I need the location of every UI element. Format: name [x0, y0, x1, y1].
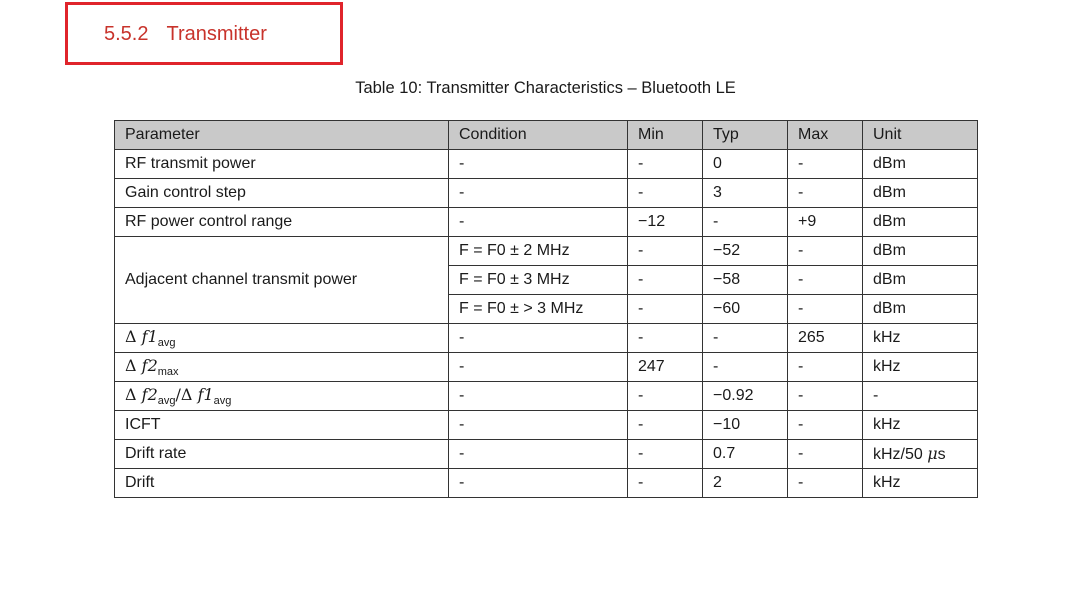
cell-condition: F = F0 ± 3 MHz — [449, 266, 628, 295]
cell-max: - — [788, 440, 863, 469]
table-row — [115, 324, 978, 353]
cell-parameter-delta-f1avg — [115, 324, 449, 353]
cell-condition: - — [449, 208, 628, 237]
cell-min: - — [628, 411, 703, 440]
cell-parameter-delta-f2max — [115, 353, 449, 382]
cell-max: - — [788, 382, 863, 411]
cell-parameter: RF transmit power — [115, 150, 449, 179]
cell-typ: - — [703, 208, 788, 237]
cell-typ: 3 — [703, 179, 788, 208]
section-heading — [104, 23, 267, 46]
cell-unit: kHz — [863, 411, 978, 440]
cell-typ: 2 — [703, 469, 788, 498]
cell-min: - — [628, 150, 703, 179]
cell-typ: - — [703, 353, 788, 382]
math-expression: Δ $f1_{avg}$ — [125, 326, 176, 350]
cell-typ: −58 — [703, 266, 788, 295]
section-number: 5.5.2 — [104, 23, 149, 45]
cell-min: - — [628, 382, 703, 411]
cell-max: 265 — [788, 324, 863, 353]
cell-parameter: Adjacent channel transmit power — [115, 237, 449, 324]
cell-parameter: ICFT — [115, 411, 449, 440]
table-row — [115, 179, 978, 208]
cell-max: +9 — [788, 208, 863, 237]
cell-parameter-delta-ratio — [115, 382, 449, 411]
table-row — [115, 150, 978, 179]
cell-min: - — [628, 266, 703, 295]
header-unit: Unit — [863, 121, 978, 150]
cell-max: - — [788, 469, 863, 498]
cell-condition: - — [449, 411, 628, 440]
cell-condition: - — [449, 440, 628, 469]
cell-typ: −10 — [703, 411, 788, 440]
cell-unit: - — [863, 382, 978, 411]
cell-condition: - — [449, 150, 628, 179]
math-expression: Δ $f2_{avg}/\Delta$ $f1_{avg}$ — [125, 384, 232, 408]
cell-typ: −52 — [703, 237, 788, 266]
cell-min: - — [628, 324, 703, 353]
cell-min: 247 — [628, 353, 703, 382]
cell-max: - — [788, 266, 863, 295]
cell-unit: kHz — [863, 469, 978, 498]
cell-unit: kHz — [863, 324, 978, 353]
table-caption: Table 10: Transmitter Characteristics – Bluetooth LE — [355, 79, 736, 97]
section-title: Transmitter — [166, 23, 267, 45]
cell-unit: dBm — [863, 266, 978, 295]
table-header-row — [115, 121, 978, 150]
cell-condition: - — [449, 324, 628, 353]
table-row — [115, 208, 978, 237]
cell-unit-drift-rate: kHz/50 μs — [863, 440, 978, 469]
cell-max: - — [788, 295, 863, 324]
cell-unit: kHz — [863, 353, 978, 382]
cell-max: - — [788, 237, 863, 266]
cell-typ: 0 — [703, 150, 788, 179]
cell-typ: - — [703, 324, 788, 353]
header-min: Min — [628, 121, 703, 150]
table-row — [115, 411, 978, 440]
cell-typ: −60 — [703, 295, 788, 324]
cell-min: - — [628, 440, 703, 469]
cell-min: - — [628, 179, 703, 208]
cell-unit: dBm — [863, 295, 978, 324]
cell-unit: dBm — [863, 237, 978, 266]
cell-max: - — [788, 179, 863, 208]
math-expression: Δ $f2_{max}$ — [125, 355, 179, 379]
cell-typ: 0.7 — [703, 440, 788, 469]
transmitter-characteristics-table — [114, 120, 978, 498]
cell-condition: F = F0 ± > 3 MHz — [449, 295, 628, 324]
cell-parameter: Drift rate — [115, 440, 449, 469]
cell-max: - — [788, 411, 863, 440]
cell-min: −12 — [628, 208, 703, 237]
cell-condition: - — [449, 382, 628, 411]
table-row — [115, 382, 978, 411]
cell-condition: - — [449, 179, 628, 208]
header-max: Max — [788, 121, 863, 150]
header-parameter: Parameter — [115, 121, 449, 150]
header-typ: Typ — [703, 121, 788, 150]
header-condition: Condition — [449, 121, 628, 150]
cell-min: - — [628, 469, 703, 498]
cell-condition: - — [449, 469, 628, 498]
table-row — [115, 469, 978, 498]
cell-max: - — [788, 150, 863, 179]
cell-parameter: Gain control step — [115, 179, 449, 208]
cell-parameter: Drift — [115, 469, 449, 498]
table-row — [115, 440, 978, 469]
cell-unit: dBm — [863, 208, 978, 237]
cell-unit: dBm — [863, 150, 978, 179]
table-row — [115, 353, 978, 382]
cell-parameter: RF power control range — [115, 208, 449, 237]
table-row — [115, 237, 978, 266]
cell-condition: - — [449, 353, 628, 382]
cell-max: - — [788, 353, 863, 382]
cell-unit: dBm — [863, 179, 978, 208]
cell-typ: −0.92 — [703, 382, 788, 411]
cell-min: - — [628, 237, 703, 266]
cell-min: - — [628, 295, 703, 324]
cell-condition: F = F0 ± 2 MHz — [449, 237, 628, 266]
